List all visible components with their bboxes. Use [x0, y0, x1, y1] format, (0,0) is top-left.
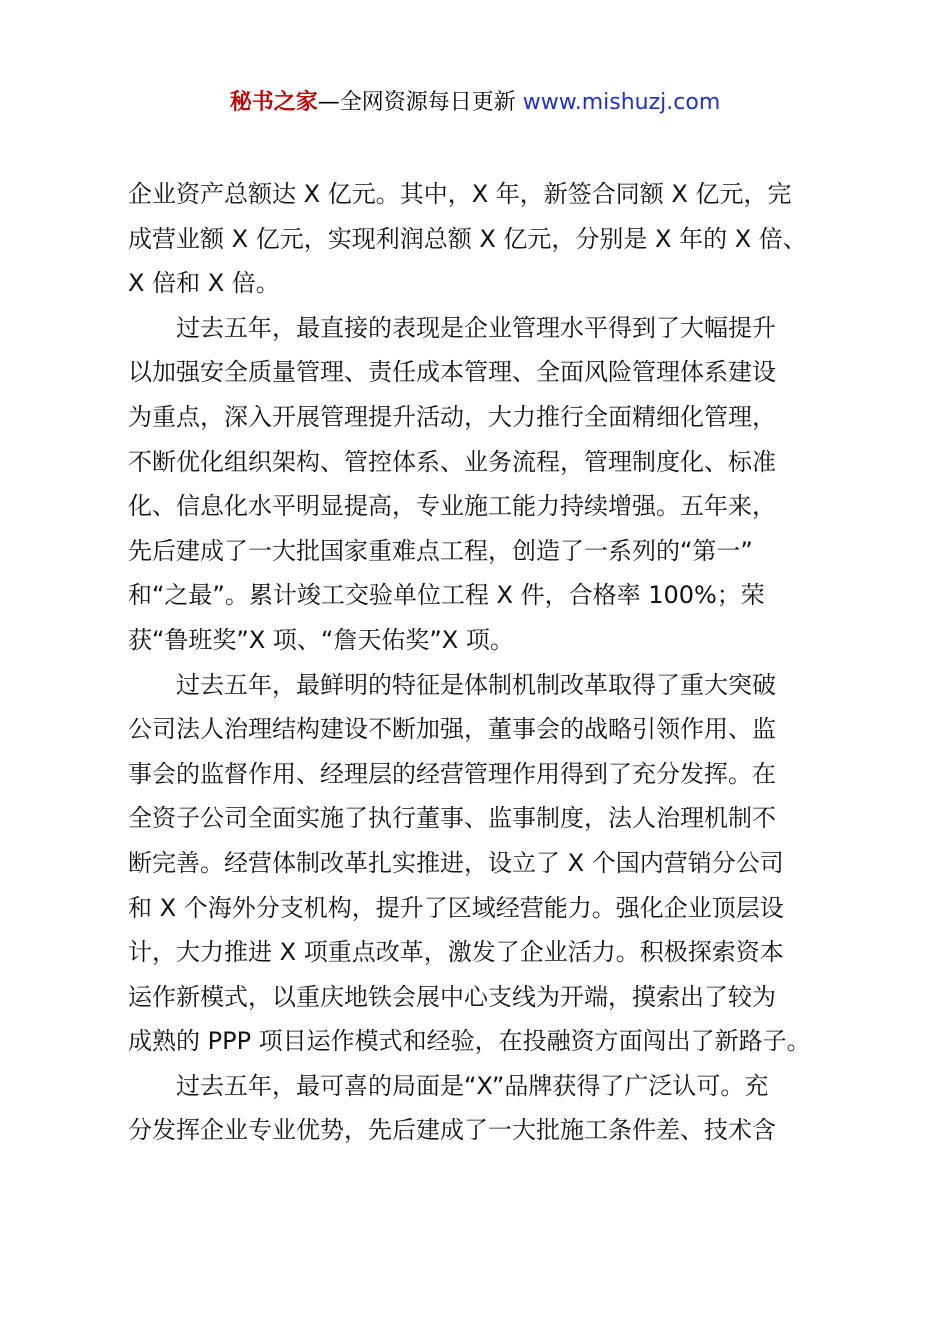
text-line: X 倍和 X 倍。	[128, 269, 280, 298]
text-line: 事会的监督作用、经理层的经营管理作用得到了充分发挥。在	[128, 759, 776, 788]
website-link[interactable]: www.mishuzj.com	[522, 90, 721, 115]
text-line: 成营业额 X 亿元，实现利润总额 X 亿元，分别是 X 年的 X 倍、	[128, 224, 807, 253]
text-line: 不断优化组织架构、管控体系、业务流程，管理制度化、标准	[128, 447, 776, 476]
paragraph-start-line: 过去五年，最鲜明的特征是体制机制改革取得了重大突破	[176, 670, 776, 699]
header-tagline: —全网资源每日更新	[317, 90, 523, 115]
text-line: 公司法人治理结构建设不断加强，董事会的战略引领作用、监	[128, 715, 776, 744]
text-line: 分发挥企业专业优势，先后建成了一大批施工条件差、技术含	[128, 1116, 776, 1145]
text-line: 运作新模式，以重庆地铁会展中心支线为开端，摸索出了较为	[128, 982, 776, 1011]
text-line: 和“之最”。累计竣工交验单位工程 X 件，合格率 100%；荣	[128, 581, 765, 610]
text-line: 先后建成了一大批国家重难点工程，创造了一系列的“第一”	[128, 536, 753, 565]
text-line: 全资子公司全面实施了执行董事、监事制度，法人治理机制不	[128, 804, 776, 833]
text-line: 以加强安全质量管理、责任成本管理、全面风险管理体系建设	[128, 358, 776, 387]
page-header	[0, 88, 950, 118]
text-line: 成熟的 PPP 项目运作模式和经验，在投融资方面闯出了新路子。	[128, 1027, 811, 1056]
text-line: 企业资产总额达 X 亿元。其中，X 年，新签合同额 X 亿元，完	[128, 180, 792, 208]
body-text	[128, 172, 838, 1153]
brand-name: 秘书之家	[229, 90, 318, 115]
text-line: 为重点，深入开展管理提升活动，大力推行全面精细化管理，	[128, 402, 776, 431]
text-line: 化、信息化水平明显提高，专业施工能力持续增强。五年来，	[128, 492, 776, 521]
text-line: 获“鲁班奖”X 项、“詹天佑奖”X 项。	[128, 625, 514, 654]
text-line: 断完善。经营体制改革扎实推进，设立了 X 个国内营销分公司	[128, 848, 784, 877]
text-line: 和 X 个海外分支机构，提升了区域经营能力。强化企业顶层设	[128, 893, 784, 922]
text-line: 计，大力推进 X 项重点改革，激发了企业活力。积极探索资本	[128, 938, 784, 967]
paragraph-start-line: 过去五年，最直接的表现是企业管理水平得到了大幅提升	[176, 313, 776, 342]
paragraph-start-line: 过去五年，最可喜的局面是“X”品牌获得了广泛认可。充	[176, 1071, 769, 1100]
